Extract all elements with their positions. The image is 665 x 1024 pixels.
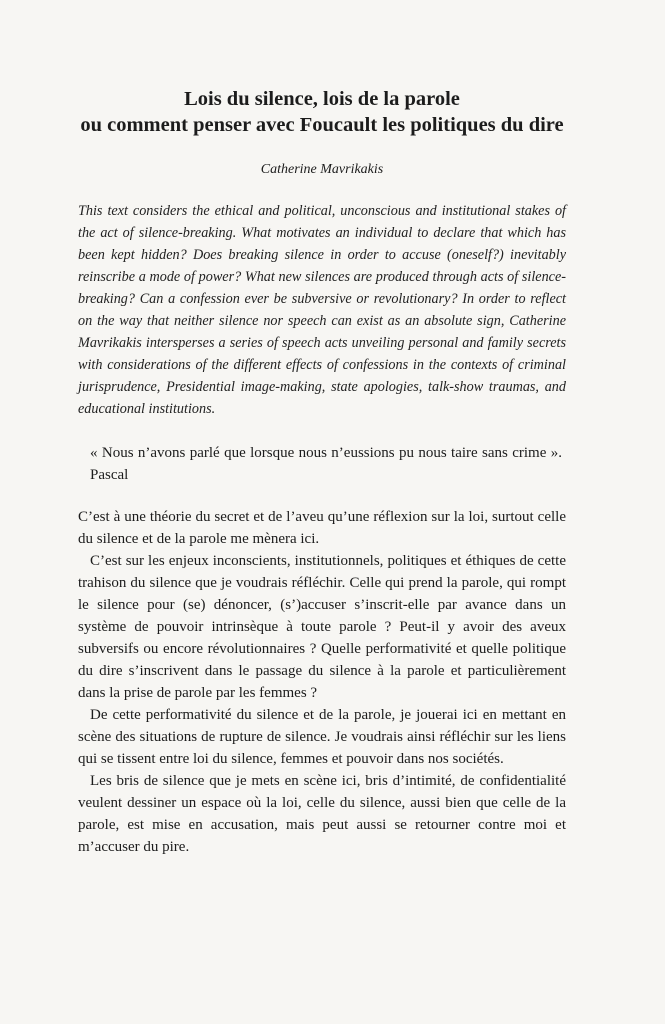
body-text xyxy=(78,506,566,858)
title-line-2: ou comment penser avec Foucault les politiques du dire xyxy=(80,114,564,136)
title-line-1: Lois du silence, lois de la parole xyxy=(184,88,460,110)
body-paragraph-4: Les bris de silence que je mets en scène ici, bris d’intimité, de confidentialité veulent dessiner un espace où la loi, celle du silence, aussi bien que celle de la parole, est mise en accusation, mais peut aussi se retourner contre moi et m’accuser du pire. xyxy=(78,773,566,855)
epigraph: « Nous n’avons parlé que lorsque nous n’eussions pu nous taire sans crime ». Pascal xyxy=(90,445,562,483)
abstract: This text considers the ethical and political, unconscious and institutional stakes of the act of silence-breaking. What motivates an individual to declare that which has been kept hidden? Does breaking silence in order to accuse (oneself?) inevitably reinscribe a mode of power? What new silences are produced through acts of silence-breaking? Can a confession ever be subversive or revolutionary? In order to reflect on the way that neither silence nor speech can exist as an absolute sign, Catherine Mavrikakis intersperses a series of speech acts unveiling personal and family secrets with considerations of the different effects of confessions in the contexts of criminal jurisprudence, Presidential image-making, state apologies, talk-show traumas, and educational institutions. xyxy=(78,203,566,417)
body-paragraph-3: De cette performativité du silence et de la parole, je jouerai ici en mettant en scène des situations de rupture de silence. Je voudrais ainsi réfléchir sur les liens qui se tissent entre loi du silence, femmes et pouvoir dans nos sociétés. xyxy=(78,707,566,767)
author-name: Catherine Mavrikakis xyxy=(260,162,384,177)
body-paragraph-1: C’est à une théorie du secret et de l’aveu qu’une réflexion sur la loi, surtout celle du silence et de la parole me mènera ici. xyxy=(78,509,566,547)
page-content xyxy=(78,86,566,858)
body-paragraph-2: C’est sur les enjeux inconscients, institutionnels, politiques et éthiques de cette trahison du silence que je voudrais réfléchir. Celle qui prend la parole, qui rompt le silence pour (se) dénoncer, (s’)accuser s’inscrit-elle par avance dans un système de pouvoir intrinsèque à toute parole ? Peut-il y avoir des aveux subversifs ou encore révolutionnaires ? Quelle performativité et quelle politique du dire s’inscrivent dans le passage du silence à la parole et particulièrement dans la prise de parole par les femmes ? xyxy=(78,553,566,701)
page-title xyxy=(78,86,566,138)
